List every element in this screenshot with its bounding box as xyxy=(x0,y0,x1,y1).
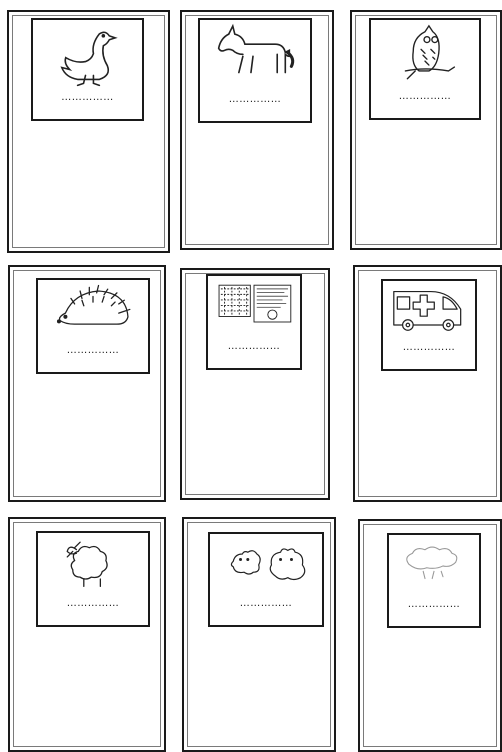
card-8 xyxy=(182,517,336,752)
picture-frame xyxy=(381,279,477,371)
answer-blank[interactable]: …………… xyxy=(228,94,282,105)
answer-blank[interactable]: …………… xyxy=(407,599,461,610)
picture-frame xyxy=(31,18,144,121)
worksheet-icon xyxy=(208,276,300,340)
sheep-icon xyxy=(38,533,148,597)
picture-frame xyxy=(387,533,481,628)
card-3 xyxy=(350,10,502,250)
card-7 xyxy=(8,517,166,752)
answer-blank[interactable]: …………… xyxy=(61,92,114,103)
donkey-icon xyxy=(200,20,310,91)
picture-frame xyxy=(36,531,150,627)
card-9 xyxy=(358,519,502,752)
card-2 xyxy=(180,10,334,250)
picture-frame xyxy=(36,278,150,374)
answer-blank[interactable]: …………… xyxy=(227,341,281,352)
picture-frame xyxy=(369,18,481,120)
card-5 xyxy=(180,268,330,500)
cloud-icon xyxy=(389,535,479,599)
hedgehog-icon xyxy=(38,280,148,344)
card-6 xyxy=(353,265,502,502)
picture-frame xyxy=(198,18,312,123)
answer-blank[interactable]: …………… xyxy=(398,91,452,102)
answer-blank[interactable]: …………… xyxy=(66,598,120,609)
answer-blank[interactable]: …………… xyxy=(239,598,293,609)
goose-icon xyxy=(33,20,142,89)
owl-icon xyxy=(371,20,479,89)
answer-blank[interactable]: …………… xyxy=(66,345,120,356)
answer-blank[interactable]: …………… xyxy=(402,342,456,353)
picture-frame xyxy=(206,274,302,370)
ambulance-icon xyxy=(383,281,475,343)
card-1 xyxy=(7,10,170,253)
card-4 xyxy=(8,265,166,502)
picture-frame xyxy=(208,532,324,627)
bears-icon xyxy=(210,534,322,598)
